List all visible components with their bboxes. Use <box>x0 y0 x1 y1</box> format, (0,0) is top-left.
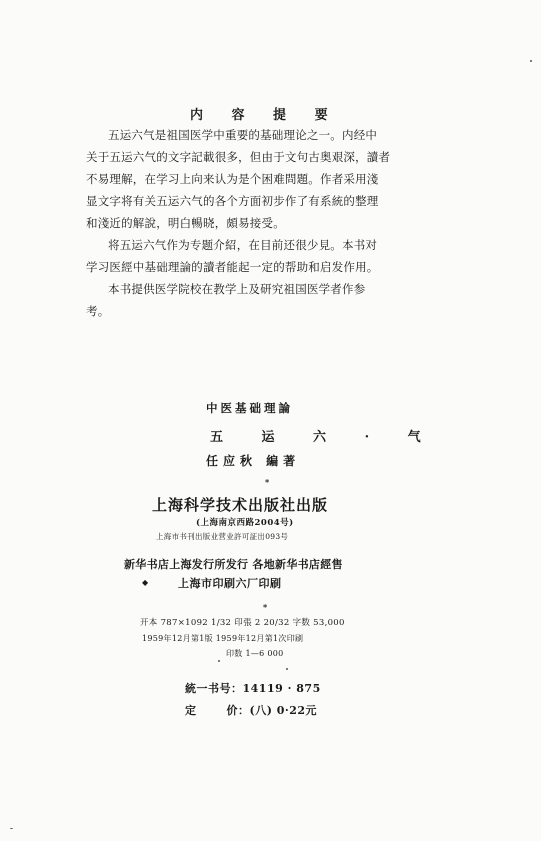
summary-line: 不易理解，在学习上向来认为是个困难問題。作者采用淺 <box>86 172 379 186</box>
summary-line: 将五运六气作为专题介紹，在目前还很少見。本书对 <box>108 238 378 252</box>
scan-speck <box>10 828 13 829</box>
summary-paragraph-2 <box>86 234 446 278</box>
summary-line: 五运六气是祖国医学中重要的基础理论之一。内经中 <box>108 128 378 142</box>
business-license: 上海市书刊出版业营业許可証出093号 <box>156 532 289 541</box>
scan-speck <box>530 60 532 62</box>
summary-line: 关于五运六气的文字記載很多，但由于文句古奥艰深，讀者 <box>86 150 391 164</box>
book-title: 五 运 六 · 气 <box>210 430 438 445</box>
author-line: 任应秋 編著 <box>206 454 301 468</box>
summary-line: 考。 <box>86 304 110 318</box>
format-specs: 开本 787×1092 1/32 印張 2 20/32 字数 53,000 <box>140 618 345 628</box>
summary-paragraph-3 <box>86 278 446 322</box>
price-label: 定 <box>185 704 197 717</box>
unified-book-number: 統一书号：14119 · 875 <box>185 682 321 695</box>
separator-star: * <box>263 602 268 612</box>
summary-line: 学习医經中基础理論的讀者能起一定的帮助和启发作用。 <box>86 260 379 274</box>
ink-mark: ◆ <box>142 578 149 587</box>
summary-heading: 内 容 提 要 <box>190 108 340 123</box>
publisher-address: (上海南京西路2004号) <box>196 518 294 528</box>
series-name: 中医基础理論 <box>206 401 293 415</box>
price-line <box>185 702 317 718</box>
summary-line: 本书提供医学院校在教学上及研究祖国医学者作参 <box>108 282 366 296</box>
publisher-name: 上海科学技术出版社出版 <box>152 496 329 514</box>
printer-line: 上海市印刷六厂印刷 <box>178 577 282 590</box>
distributor-line: 新华书店上海发行所发行 各地新华书店經售 <box>124 558 343 571</box>
price-value: (八) 0·22元 <box>249 704 318 717</box>
print-run: 印数 1—6 000 <box>226 649 284 658</box>
scan-speck <box>218 660 220 662</box>
summary-paragraph-1 <box>86 124 446 234</box>
summary-line: 显文字将有关五运六气的各个方面初步作了有系統的整理 <box>86 194 379 208</box>
edition-info: 1959年12月第1版 1959年12月第1次印刷 <box>142 634 304 643</box>
summary-line: 和淺近的解說，明白暢晓，頗易接受。 <box>86 216 285 230</box>
price-label-2: 价： <box>226 704 250 717</box>
scan-speck <box>286 668 288 670</box>
separator-star: * <box>265 477 270 487</box>
